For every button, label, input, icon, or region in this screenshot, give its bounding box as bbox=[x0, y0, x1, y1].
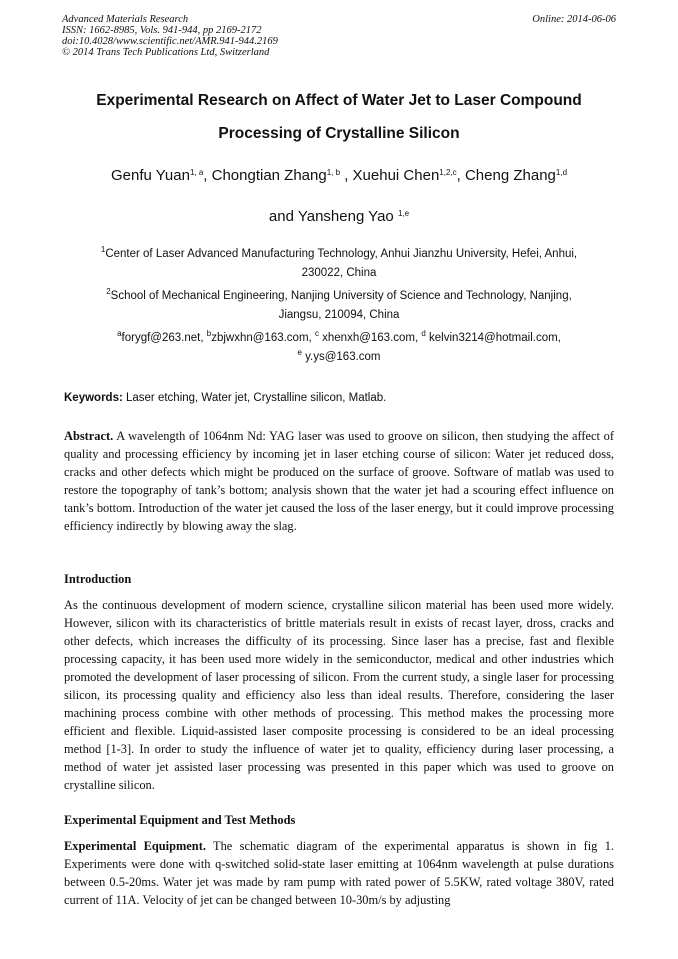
email-sup: c bbox=[314, 329, 319, 338]
email-sup: a bbox=[117, 329, 122, 338]
author-sup: 1,d bbox=[555, 168, 568, 177]
affiliation-text: Center of Laser Advanced Manufacturing Technology, Anhui Jianzhu University, Hefei, Anhui, bbox=[105, 248, 578, 260]
doi-line: doi:10.4028/www.scientific.net/AMR.941-944.2169 bbox=[62, 36, 278, 47]
paper-title-line-1: Experimental Research on Affect of Water Jet to Laser Compound bbox=[96, 92, 582, 109]
author-name: , Cheng Zhang bbox=[456, 167, 556, 184]
keywords bbox=[64, 392, 386, 404]
copyright-line: © 2014 Trans Tech Publications Ltd, Switzerland bbox=[62, 47, 270, 58]
author-sup: 1,2,c bbox=[439, 168, 457, 177]
affiliation-2 bbox=[64, 287, 614, 325]
author-name: , Chongtian Zhang bbox=[203, 167, 327, 184]
author-name: , Xuehui Chen bbox=[340, 167, 440, 184]
journal-name: Advanced Materials Research bbox=[62, 14, 189, 25]
email: zbjwxhn@163.com, bbox=[211, 332, 315, 344]
keywords-label: Keywords: bbox=[64, 392, 123, 404]
equipment-text: The schematic diagram of the experimental apparatus is shown in fig 1. Experiments were done with q-switched solid-state laser emitting at 1064nm wavelength at pulse durations between 0.5-20ms. Water jet was made by ram pump with rated power of 5.5KW, rated voltage 380V, rated current of 11A. Velocity of jet can be changed between 10-30m/s by adjusting bbox=[64, 839, 614, 908]
affiliation-text: 230022, China bbox=[301, 267, 377, 279]
abstract-text: A wavelength of 1064nm Nd: YAG laser was used to groove on silicon, then studying the affect of quality and processing efficiency by incoming jet in laser etching course of silicon: Water jet reduced doss, cracks and other defects which might be produced on the surface of groove. Software of matlab was used to restore the topography of tank’s bottom; analysis shown that the water jet had a scouring effect influence on tank’s bottom. Introduction of the water jet caused the loss of the laser energy, but it could improve processing efficiency indirectly by blowing away the slag. bbox=[64, 429, 614, 534]
author-sup: 1, a bbox=[189, 168, 204, 177]
author-list bbox=[40, 167, 638, 184]
author-emails bbox=[64, 329, 614, 367]
equipment-label: Experimental Equipment. bbox=[64, 839, 206, 853]
email-sup: b bbox=[206, 329, 212, 338]
author-sup: 1,e bbox=[397, 209, 410, 218]
abstract bbox=[64, 427, 614, 535]
email-sup: e bbox=[297, 348, 302, 357]
journal-header bbox=[62, 14, 278, 58]
online-date: Online: 2014-06-06 bbox=[532, 14, 616, 25]
affiliation-1 bbox=[64, 245, 614, 283]
paper-title-line-2: Processing of Crystalline Silicon bbox=[218, 125, 460, 142]
introduction-text: As the continuous development of modern science, crystalline silicon material has been used more widely. However, silicon with its characteristics of brittle materials result in exists of recast layer, dross, cracks and other defects, which increases the difficulty of its processing. Since laser has a precise, fast and flexible processing capacity, it has been used more widely in the semiconductor, medical and other industries which promoted the development of laser processing of silicon. From the current study, a single laser for processing silicon, its processing quality and efficiency also less than ideal results. Therefore, considering the laser machining process combine with other methods of processing. This method makes the processing more efficient and flexible. Liquid-assisted laser composite processing is considered to be an ideal processing method [1-3]. In order to study the influence of water jet to quality, efficiency during laser processing, a method of water jet assisted laser processing was presented in this paper which was used to groove on crystalline silicon. bbox=[64, 598, 614, 793]
abstract-label: Abstract. bbox=[64, 429, 114, 443]
email: xhenxh@163.com, bbox=[318, 332, 422, 344]
author-sup: 1, b bbox=[326, 168, 341, 177]
author-name: and Yansheng Yao bbox=[268, 208, 398, 225]
equipment-section-heading: Experimental Equipment and Test Methods bbox=[64, 813, 296, 827]
author-name: Genfu Yuan bbox=[110, 167, 190, 184]
affiliation-text: Jiangsu, 210094, China bbox=[278, 309, 400, 321]
keywords-text: Laser etching, Water jet, Crystalline silicon, Matlab. bbox=[122, 392, 387, 404]
email: forygf@263.net, bbox=[121, 332, 207, 344]
email-sup: d bbox=[421, 329, 426, 338]
author-list-line-2 bbox=[40, 208, 638, 225]
affiliation-text: School of Mechanical Engineering, Nanjing University of Science and Technology, Nanjing, bbox=[110, 290, 572, 302]
affiliation-sup: 1 bbox=[100, 245, 106, 254]
email: kelvin3214@hotmail.com, bbox=[425, 332, 561, 344]
equipment-paragraph bbox=[64, 837, 614, 909]
affiliation-sup: 2 bbox=[106, 287, 111, 296]
issn-line: ISSN: 1662-8985, Vols. 941-944, pp 2169-2172 bbox=[62, 25, 262, 36]
email: y.ys@163.com bbox=[301, 351, 381, 363]
introduction-heading: Introduction bbox=[64, 572, 132, 586]
